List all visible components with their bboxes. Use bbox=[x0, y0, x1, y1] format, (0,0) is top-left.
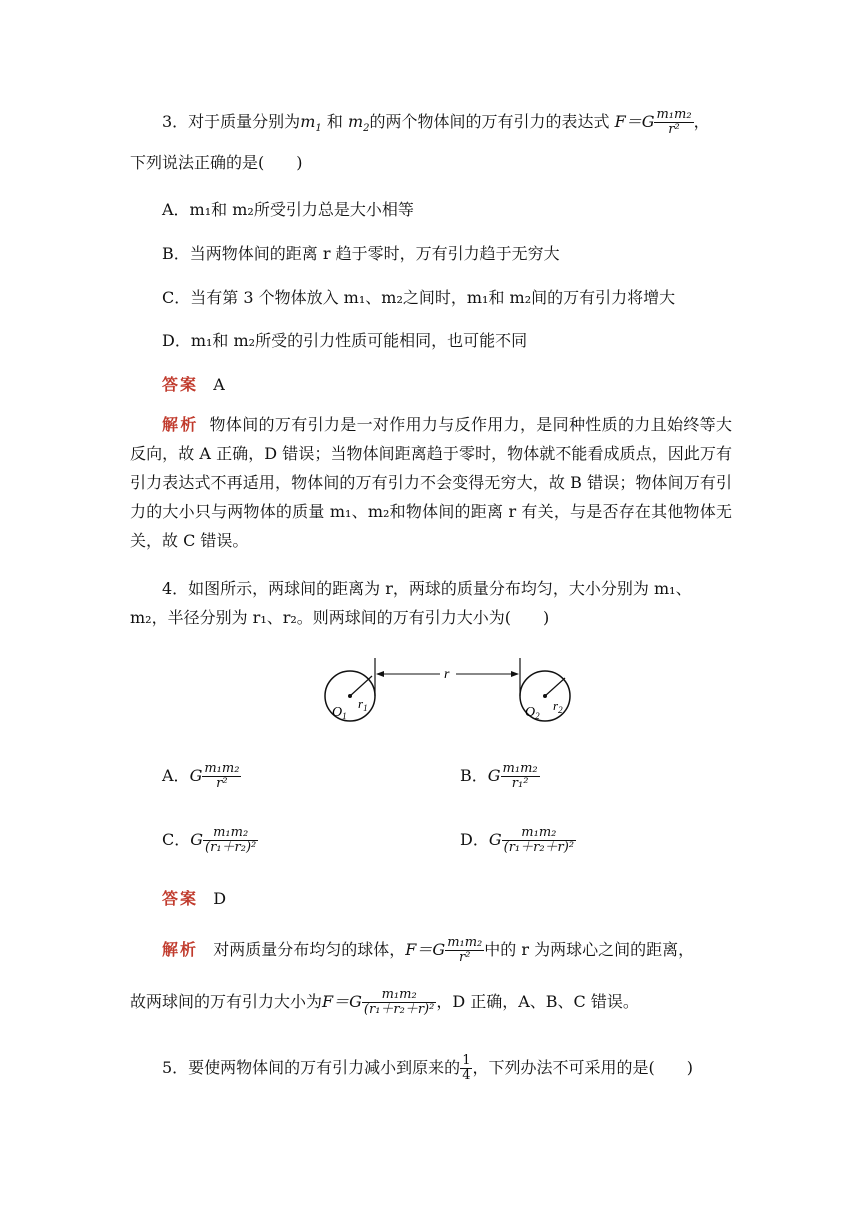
q5-frac-num: 1 bbox=[462, 1053, 471, 1068]
q3-stem-text: 3．对于质量分别为 bbox=[162, 112, 301, 131]
q4-answer bbox=[162, 888, 226, 910]
option-a-den: r² bbox=[216, 776, 228, 791]
answer-label: 答案 bbox=[162, 889, 199, 908]
q4-stem-line2: m₂，半径分别为 r₁、r₂。则两球间的万有引力大小为( ) bbox=[130, 608, 550, 627]
q5-stem-pre: 5．要使两物体间的万有引力减小到原来的 bbox=[162, 1058, 461, 1077]
q5-stem-post: ，下列办法不可采用的是( ) bbox=[472, 1058, 693, 1077]
option-a-label: A． bbox=[162, 766, 190, 785]
g-symbol: G bbox=[487, 766, 501, 785]
q3-option-c: C．当有第 3 个物体放入 m₁、m₂之间时，m₁和 m₂间的万有引力将增大 bbox=[162, 288, 676, 307]
q5-fraction bbox=[460, 1054, 472, 1083]
analysis-text: 物体间的万有引力是一对作用力与反作用力，是同种性质的力且始终等大反向，故 A 正确，D 错误；当物体间距离趋于零时，物体就不能看成质点，因此万有引力表达式不再适用，物体间的万有引力不会变得无穷大，故 B 错误；物体间万有引力的大小只与两物体的质量 m₁、m₂和物体间的距离 r 有关，与是否存在其他物体无关，故 C 错误。 bbox=[130, 415, 732, 550]
q5-frac-den: 4 bbox=[462, 1068, 471, 1083]
m2-symbol: $m_2$ bbox=[347, 112, 370, 135]
arrow-head-right bbox=[511, 671, 519, 677]
o1-label: $O_1$ bbox=[332, 705, 347, 721]
analysis-formula-num: m₁m₂ bbox=[447, 935, 483, 950]
analysis-line2-pre: 故两球间的万有引力大小为 bbox=[130, 992, 323, 1011]
answer-label: 答案 bbox=[162, 375, 199, 394]
q4-option-a bbox=[162, 762, 241, 791]
formula-lhs: F＝G bbox=[405, 940, 446, 959]
q3-stem-and: 和 bbox=[326, 112, 343, 131]
analysis-label: 解析 bbox=[162, 940, 199, 959]
answer-value: A bbox=[213, 375, 225, 394]
q3-stem-line1: 3．对于质量分别为$m_1$ 和 $m_2$的两个物体间的万有引力的表达式 F＝G $\frac{\text{m₁m₂}}{\text{r²}}$ ， bbox=[162, 107, 710, 137]
q3-formula-den: r² bbox=[668, 122, 680, 137]
q3-stem-expr-label: 的两个物体间的万有引力的表达式 bbox=[369, 112, 610, 131]
analysis-result-num: m₁m₂ bbox=[362, 988, 436, 1003]
option-b-den: r₁² bbox=[511, 776, 529, 791]
option-c-label: C． bbox=[162, 830, 191, 849]
q4-analysis-line1 bbox=[162, 936, 694, 965]
option-a-fraction bbox=[202, 762, 241, 791]
q4-stem-line1: 4．如图所示，两球间的距离为 r，两球的质量分布均匀，大小分别为 m₁、 bbox=[162, 579, 692, 598]
m1-symbol: $m_1$ bbox=[300, 112, 322, 135]
radius-2-line bbox=[545, 678, 565, 696]
option-c-fraction bbox=[203, 826, 258, 855]
q3-answer bbox=[162, 374, 225, 396]
o2-label: $O_2$ bbox=[525, 705, 540, 721]
q3-option-a: A．m₁和 m₂所受引力总是大小相等 bbox=[162, 200, 414, 219]
analysis-result-den: (r₁＋r₂＋r)² bbox=[363, 1002, 435, 1017]
option-b-label: B． bbox=[460, 766, 488, 785]
option-d-fraction bbox=[502, 826, 576, 855]
option-a-num: m₁m₂ bbox=[204, 761, 240, 776]
radius-1-line bbox=[350, 676, 372, 696]
analysis-formula-fraction bbox=[445, 936, 484, 965]
q4-option-b bbox=[460, 762, 540, 791]
q3-formula-num: m₁m₂ bbox=[656, 107, 692, 122]
q4-analysis-line2 bbox=[130, 988, 639, 1017]
q3-option-d: D．m₁和 m₂所受的引力性质可能相同，也可能不同 bbox=[162, 331, 528, 350]
option-d-label: D． bbox=[460, 830, 489, 849]
option-b-fraction bbox=[501, 762, 540, 791]
g-symbol: G bbox=[488, 830, 502, 849]
option-b-num: m₁m₂ bbox=[502, 761, 538, 776]
q3-formula-lhs: F＝G bbox=[614, 112, 655, 131]
distance-r-label: r bbox=[444, 667, 450, 682]
option-d-den: (r₁＋r₂＋r)² bbox=[503, 840, 575, 855]
q3-analysis bbox=[130, 410, 732, 555]
q3-formula-fraction bbox=[654, 108, 693, 137]
q3-stem-line2: 下列说法正确的是( ) bbox=[130, 153, 303, 172]
option-d-num: m₁m₂ bbox=[502, 826, 576, 841]
analysis-pre: 对两质量分布均匀的球体， bbox=[213, 940, 406, 959]
answer-value: D bbox=[213, 889, 227, 908]
option-c-den: (r₁＋r₂)² bbox=[205, 840, 257, 855]
analysis-label: 解析 bbox=[162, 415, 199, 434]
analysis-line2-post: ，D 正确，A、B、C 错误。 bbox=[436, 992, 639, 1011]
analysis-result-fraction bbox=[362, 988, 436, 1017]
two-spheres-figure bbox=[320, 652, 580, 732]
r2-label: $r_2$ bbox=[553, 698, 563, 715]
q5-stem bbox=[162, 1054, 693, 1083]
formula-lhs: F＝G bbox=[322, 992, 362, 1011]
two-spheres-diagram bbox=[320, 652, 580, 732]
g-symbol: G bbox=[190, 830, 204, 849]
q4-option-c bbox=[162, 826, 258, 855]
arrow-head-left bbox=[376, 671, 384, 677]
q3-option-b: B．当两物体间的距离 r 趋于零时，万有引力趋于无穷大 bbox=[162, 244, 560, 263]
analysis-formula-den: r² bbox=[459, 950, 471, 965]
q4-option-d bbox=[460, 826, 576, 855]
r1-label: $r_1$ bbox=[358, 696, 368, 713]
g-symbol: G bbox=[189, 766, 203, 785]
option-c-num: m₁m₂ bbox=[203, 826, 258, 841]
analysis-mid: 中的 r 为两球心之间的距离， bbox=[484, 940, 695, 959]
